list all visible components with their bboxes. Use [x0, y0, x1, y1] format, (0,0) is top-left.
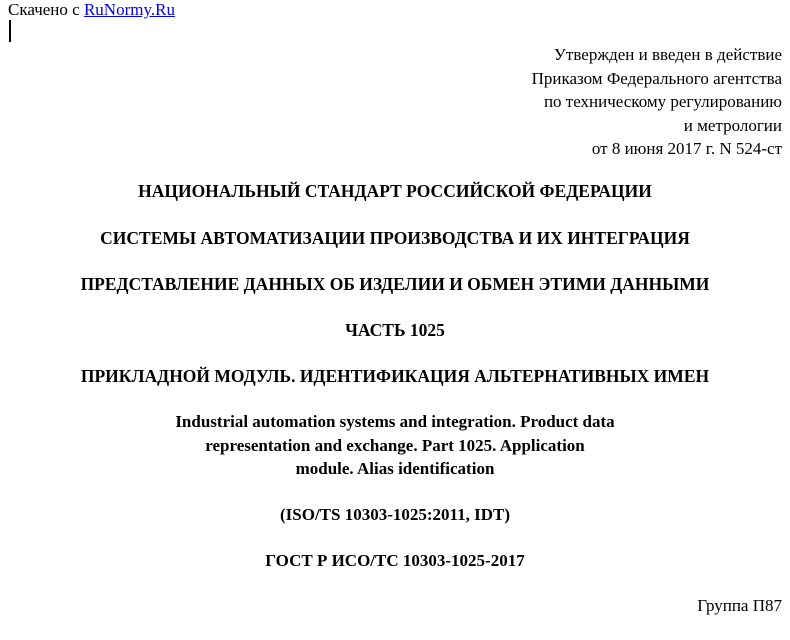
source-line: [8, 0, 175, 20]
source-link[interactable]: RuNormy.Ru: [83, 0, 175, 19]
english-title: [0, 410, 790, 481]
iso-reference: (ISO/TS 10303-1025:2011, IDT): [280, 505, 510, 524]
english-title-line: Industrial automation systems and integration. Product data: [175, 412, 615, 431]
gost-number: ГОСТ Р ИСО/ТС 10303-1025-2017: [265, 551, 525, 570]
text-caret: [9, 20, 11, 42]
approval-line: от 8 июня 2017 г. N 524-ст: [591, 139, 782, 158]
english-title-line: module. Alias identification: [295, 459, 495, 478]
module-heading: ПРИКЛАДНОЙ МОДУЛЬ. ИДЕНТИФИКАЦИЯ АЛЬТЕРНАТИВНЫХ ИМЕН: [80, 366, 710, 386]
approval-block: [532, 43, 782, 161]
approval-line: Приказом Федерального агентства: [531, 68, 782, 88]
approval-line: Утвержден и введен в действие: [553, 45, 782, 64]
source-prefix: Скачено с: [8, 0, 84, 19]
group-code: Группа П87: [697, 596, 782, 615]
approval-line: по техническому регулированию: [543, 92, 782, 111]
series-heading: СИСТЕМЫ АВТОМАТИЗАЦИИ ПРОИЗВОДСТВА И ИХ ИНТЕГРАЦИЯ: [100, 228, 690, 248]
english-title-line: representation and exchange. Part 1025. Application: [205, 435, 585, 455]
national-standard-heading: НАЦИОНАЛЬНЫЙ СТАНДАРТ РОССИЙСКОЙ ФЕДЕРАЦИИ: [138, 181, 652, 201]
part-heading: ЧАСТЬ 1025: [345, 320, 445, 340]
approval-line: и метрологии: [683, 115, 782, 135]
subseries-heading: ПРЕДСТАВЛЕНИЕ ДАННЫХ ОБ ИЗДЕЛИИ И ОБМЕН ЭТИМИ ДАННЫМИ: [80, 274, 710, 294]
